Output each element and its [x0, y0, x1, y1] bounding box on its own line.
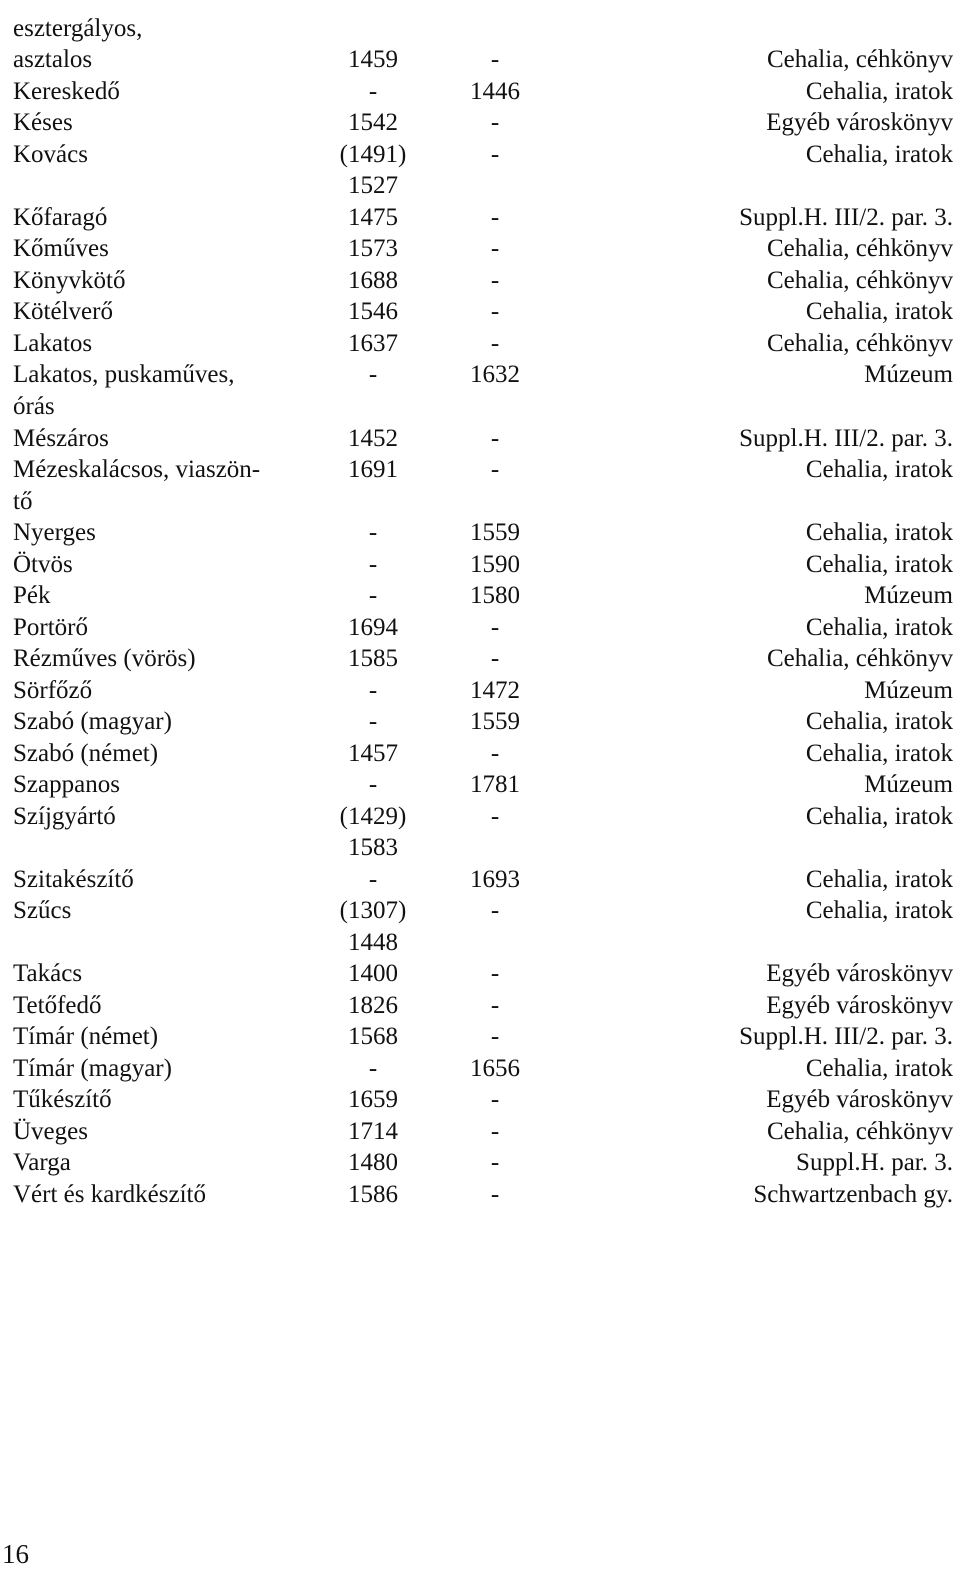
trade-name-cell: Lakatos, puskaműves, — [13, 361, 235, 389]
table-row — [0, 1147, 960, 1179]
table-row — [0, 832, 960, 864]
first-year-cell: 1480 — [348, 1149, 398, 1177]
trade-name-cell: Vért és kardkészítő — [13, 1180, 206, 1208]
table-row — [0, 990, 960, 1022]
first-year-cell: - — [368, 361, 378, 389]
second-year-cell: - — [490, 266, 500, 294]
source-cell: Egyéb városkönyv — [766, 109, 953, 137]
second-year-cell: - — [490, 802, 500, 830]
trade-name-cell: esztergályos, — [13, 14, 143, 42]
table-row — [0, 769, 960, 801]
second-year-cell: - — [490, 329, 500, 357]
table-row — [0, 486, 960, 518]
table-row — [0, 549, 960, 581]
first-year-cell: 1459 — [348, 46, 398, 74]
second-year-cell: 1580 — [470, 582, 520, 610]
table-row — [0, 139, 960, 171]
source-cell: Múzeum — [864, 361, 953, 389]
source-cell: Cehalia, céhkönyv — [766, 329, 953, 357]
source-cell: Múzeum — [864, 771, 953, 799]
second-year-cell: 1472 — [470, 676, 520, 704]
table-row — [0, 170, 960, 202]
first-year-cell: 1475 — [348, 203, 398, 231]
table-row — [0, 895, 960, 927]
first-year-cell: 1400 — [348, 960, 398, 988]
table-row — [0, 958, 960, 990]
table-row — [0, 454, 960, 486]
source-cell: Cehalia, céhkönyv — [766, 235, 953, 263]
trade-name-cell: Tímár (magyar) — [13, 1054, 172, 1082]
second-year-cell: 1559 — [470, 519, 520, 547]
source-cell: Cehalia, iratok — [805, 897, 953, 925]
first-year-cell: - — [368, 676, 378, 704]
first-year-cell: 1637 — [348, 329, 398, 357]
trade-name-cell: Lakatos — [13, 329, 93, 357]
table-row — [0, 76, 960, 108]
first-year-cell: 1568 — [348, 1023, 398, 1051]
trade-name-cell: Mézeskalácsos, viaszön- — [13, 456, 261, 484]
second-year-cell: - — [490, 1086, 500, 1114]
first-year-cell: 1688 — [348, 266, 398, 294]
second-year-cell: 1632 — [470, 361, 520, 389]
source-cell: Cehalia, iratok — [805, 708, 953, 736]
first-year-cell: - — [368, 77, 378, 105]
source-cell: Cehalia, iratok — [805, 298, 953, 326]
trade-name-cell: tő — [13, 487, 33, 515]
source-cell: Múzeum — [864, 676, 953, 704]
first-year-cell: 1542 — [348, 109, 398, 137]
trade-name-cell: órás — [13, 392, 55, 420]
source-cell: Cehalia, iratok — [805, 140, 953, 168]
table-row — [0, 328, 960, 360]
trade-name-cell: Tűkészítő — [13, 1086, 112, 1114]
trade-name-cell: Üveges — [13, 1117, 88, 1145]
table-row — [0, 296, 960, 328]
trade-name-cell: Tetőfedő — [13, 991, 102, 1019]
trade-name-cell: Szitakészítő — [13, 865, 134, 893]
trade-name-cell: Mészáros — [13, 424, 109, 452]
second-year-cell: - — [490, 203, 500, 231]
table-row — [0, 107, 960, 139]
trade-name-cell: Ötvös — [13, 550, 73, 578]
table-row — [0, 233, 960, 265]
first-year-cell: 1659 — [348, 1086, 398, 1114]
first-year-cell: 1583 — [348, 834, 398, 862]
second-year-cell: - — [490, 235, 500, 263]
first-year-cell: 1585 — [348, 645, 398, 673]
second-year-cell: - — [490, 1149, 500, 1177]
trade-name-cell: Szappanos — [13, 771, 120, 799]
first-year-cell: - — [368, 519, 378, 547]
table-row — [0, 1084, 960, 1116]
first-year-cell: 1457 — [348, 739, 398, 767]
table-row — [0, 927, 960, 959]
table-row — [0, 864, 960, 896]
trade-name-cell: Szabó (magyar) — [13, 708, 172, 736]
trade-name-cell: Kőműves — [13, 235, 109, 263]
first-year-cell: - — [368, 708, 378, 736]
first-year-cell: (1429) — [339, 802, 407, 830]
trade-name-cell: Nyerges — [13, 519, 96, 547]
table-row — [0, 517, 960, 549]
table-row — [0, 612, 960, 644]
trade-name-cell: Könyvkötő — [13, 266, 126, 294]
table-row — [0, 359, 960, 391]
source-cell: Cehalia, iratok — [805, 519, 953, 547]
table-row — [0, 1021, 960, 1053]
first-year-cell: 1691 — [348, 456, 398, 484]
table-row — [0, 265, 960, 297]
second-year-cell: - — [490, 1180, 500, 1208]
second-year-cell: 1590 — [470, 550, 520, 578]
second-year-cell: - — [490, 456, 500, 484]
second-year-cell: - — [490, 140, 500, 168]
second-year-cell: 1781 — [470, 771, 520, 799]
first-year-cell: - — [368, 865, 378, 893]
source-cell: Cehalia, iratok — [805, 613, 953, 641]
second-year-cell: - — [490, 424, 500, 452]
source-cell: Cehalia, iratok — [805, 77, 953, 105]
source-cell: Egyéb városkönyv — [766, 991, 953, 1019]
table-row — [0, 580, 960, 612]
second-year-cell: - — [490, 1117, 500, 1145]
second-year-cell: - — [490, 1023, 500, 1051]
trade-name-cell: Rézműves (vörös) — [13, 645, 196, 673]
source-cell: Cehalia, iratok — [805, 456, 953, 484]
second-year-cell: - — [490, 613, 500, 641]
trade-name-cell: Szíjgyártó — [13, 802, 116, 830]
trade-name-cell: Takács — [13, 960, 83, 988]
trade-name-cell: Varga — [13, 1149, 71, 1177]
source-cell: Suppl.H. III/2. par. 3. — [739, 1023, 953, 1051]
table-row — [0, 44, 960, 76]
table-row — [0, 706, 960, 738]
source-cell: Cehalia, iratok — [805, 739, 953, 767]
first-year-cell: 1714 — [348, 1117, 398, 1145]
trade-name-cell: Kereskedő — [13, 77, 120, 105]
table-row — [0, 202, 960, 234]
table-row — [0, 391, 960, 423]
table-row — [0, 675, 960, 707]
first-year-cell: (1491) — [339, 140, 407, 168]
page-number: 16 — [2, 1539, 29, 1569]
first-year-cell: 1546 — [348, 298, 398, 326]
source-cell: Múzeum — [864, 582, 953, 610]
trade-name-cell: Kovács — [13, 140, 88, 168]
first-year-cell: - — [368, 771, 378, 799]
source-cell: Suppl.H. par. 3. — [796, 1149, 953, 1177]
first-year-cell: - — [368, 550, 378, 578]
first-year-cell: 1573 — [348, 235, 398, 263]
source-cell: Cehalia, céhkönyv — [766, 1117, 953, 1145]
trade-name-cell: Sörfőző — [13, 676, 93, 704]
trade-name-cell: asztalos — [13, 46, 93, 74]
second-year-cell: - — [490, 739, 500, 767]
source-cell: Cehalia, iratok — [805, 802, 953, 830]
source-cell: Schwartzenbach gy. — [753, 1180, 953, 1208]
source-cell: Cehalia, céhkönyv — [766, 645, 953, 673]
trade-name-cell: Kőfaragó — [13, 203, 108, 231]
second-year-cell: 1693 — [470, 865, 520, 893]
second-year-cell: - — [490, 645, 500, 673]
first-year-cell: 1452 — [348, 424, 398, 452]
trade-name-cell: Szabó (német) — [13, 739, 159, 767]
second-year-cell: 1656 — [470, 1054, 520, 1082]
first-year-cell: 1448 — [348, 928, 398, 956]
table-row — [0, 643, 960, 675]
second-year-cell: - — [490, 991, 500, 1019]
table-row — [0, 1053, 960, 1085]
first-year-cell: - — [368, 582, 378, 610]
source-cell: Cehalia, iratok — [805, 865, 953, 893]
second-year-cell: 1559 — [470, 708, 520, 736]
table-row — [0, 13, 960, 45]
trade-name-cell: Tímár (német) — [13, 1023, 159, 1051]
second-year-cell: 1446 — [470, 77, 520, 105]
source-cell: Egyéb városkönyv — [766, 960, 953, 988]
first-year-cell: 1826 — [348, 991, 398, 1019]
trade-name-cell: Kötélverő — [13, 298, 113, 326]
source-cell: Suppl.H. III/2. par. 3. — [739, 203, 953, 231]
second-year-cell: - — [490, 109, 500, 137]
table-row — [0, 423, 960, 455]
trade-name-cell: Késes — [13, 109, 73, 137]
source-cell: Cehalia, céhkönyv — [766, 266, 953, 294]
trade-name-cell: Portörő — [13, 613, 88, 641]
source-cell: Cehalia, céhkönyv — [766, 46, 953, 74]
source-cell: Egyéb városkönyv — [766, 1086, 953, 1114]
trade-name-cell: Szűcs — [13, 897, 72, 925]
table-row — [0, 801, 960, 833]
second-year-cell: - — [490, 897, 500, 925]
trade-name-cell: Pék — [13, 582, 51, 610]
table-row — [0, 1179, 960, 1211]
second-year-cell: - — [490, 298, 500, 326]
second-year-cell: - — [490, 960, 500, 988]
second-year-cell: - — [490, 46, 500, 74]
first-year-cell: 1527 — [348, 172, 398, 200]
first-year-cell: 1694 — [348, 613, 398, 641]
source-cell: Suppl.H. III/2. par. 3. — [739, 424, 953, 452]
table-row — [0, 738, 960, 770]
table-row — [0, 1116, 960, 1148]
source-cell: Cehalia, iratok — [805, 1054, 953, 1082]
source-cell: Cehalia, iratok — [805, 550, 953, 578]
first-year-cell: - — [368, 1054, 378, 1082]
first-year-cell: (1307) — [339, 897, 407, 925]
first-year-cell: 1586 — [348, 1180, 398, 1208]
